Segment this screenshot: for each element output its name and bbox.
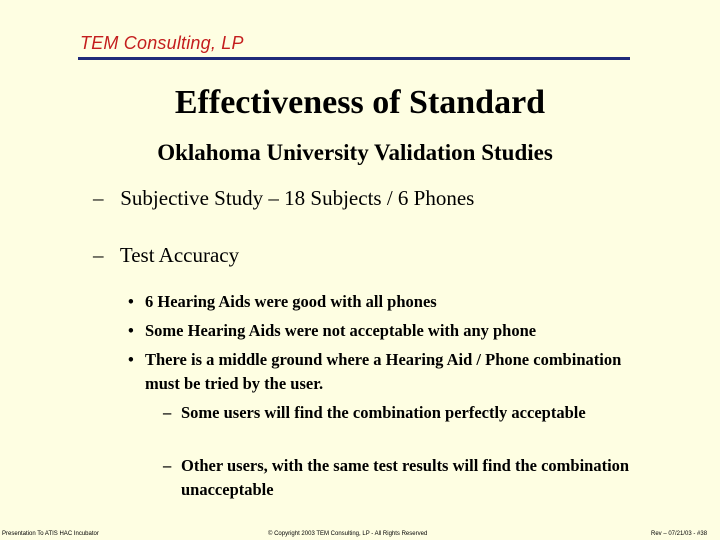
dash-marker: – — [93, 243, 104, 267]
bullet-marker: • — [128, 350, 134, 369]
bullet-item — [128, 319, 648, 343]
bullet-item — [128, 290, 648, 314]
level1-item — [93, 243, 239, 268]
brand-logo: TEM Consulting, LP — [80, 33, 244, 53]
footer-right: Rev – 07/21/03 - #38 — [651, 531, 708, 537]
dash-marker: – — [93, 186, 104, 210]
slide-subtitle: Oklahoma University Validation Studies — [157, 140, 553, 165]
slide-title: Effectiveness of Standard — [174, 84, 546, 121]
footer-left: Presentation To ATIS HAC Incubator — [2, 531, 99, 537]
level1-text: Subjective Study – 18 Subjects / 6 Phones — [120, 186, 475, 210]
bullet-item — [128, 348, 628, 396]
bullet-text: Some Hearing Aids were not acceptable with any phone — [145, 321, 537, 340]
sub-bullet-item — [163, 401, 593, 425]
bullet-text: There is a middle ground where a Hearing Aid / Phone combination must be tried by the user. — [145, 350, 622, 393]
header-rule — [78, 57, 630, 60]
sub-bullet-text: Some users will find the combination perfectly acceptable — [181, 403, 586, 422]
footer-center: © Copyright 2003 TEM Consulting, LP - All Rights Reserved — [268, 531, 428, 537]
dash-marker: – — [163, 403, 172, 422]
sub-bullet-text: Other users, with the same test results will find the combination unacceptable — [181, 456, 630, 499]
level1-item — [93, 186, 474, 211]
dash-marker: – — [163, 456, 172, 475]
bullet-marker: • — [128, 292, 134, 311]
level1-text: Test Accuracy — [119, 243, 240, 267]
sub-bullet-item — [163, 454, 633, 502]
bullet-text: 6 Hearing Aids were good with all phones — [145, 292, 437, 311]
bullet-marker: • — [128, 321, 134, 340]
